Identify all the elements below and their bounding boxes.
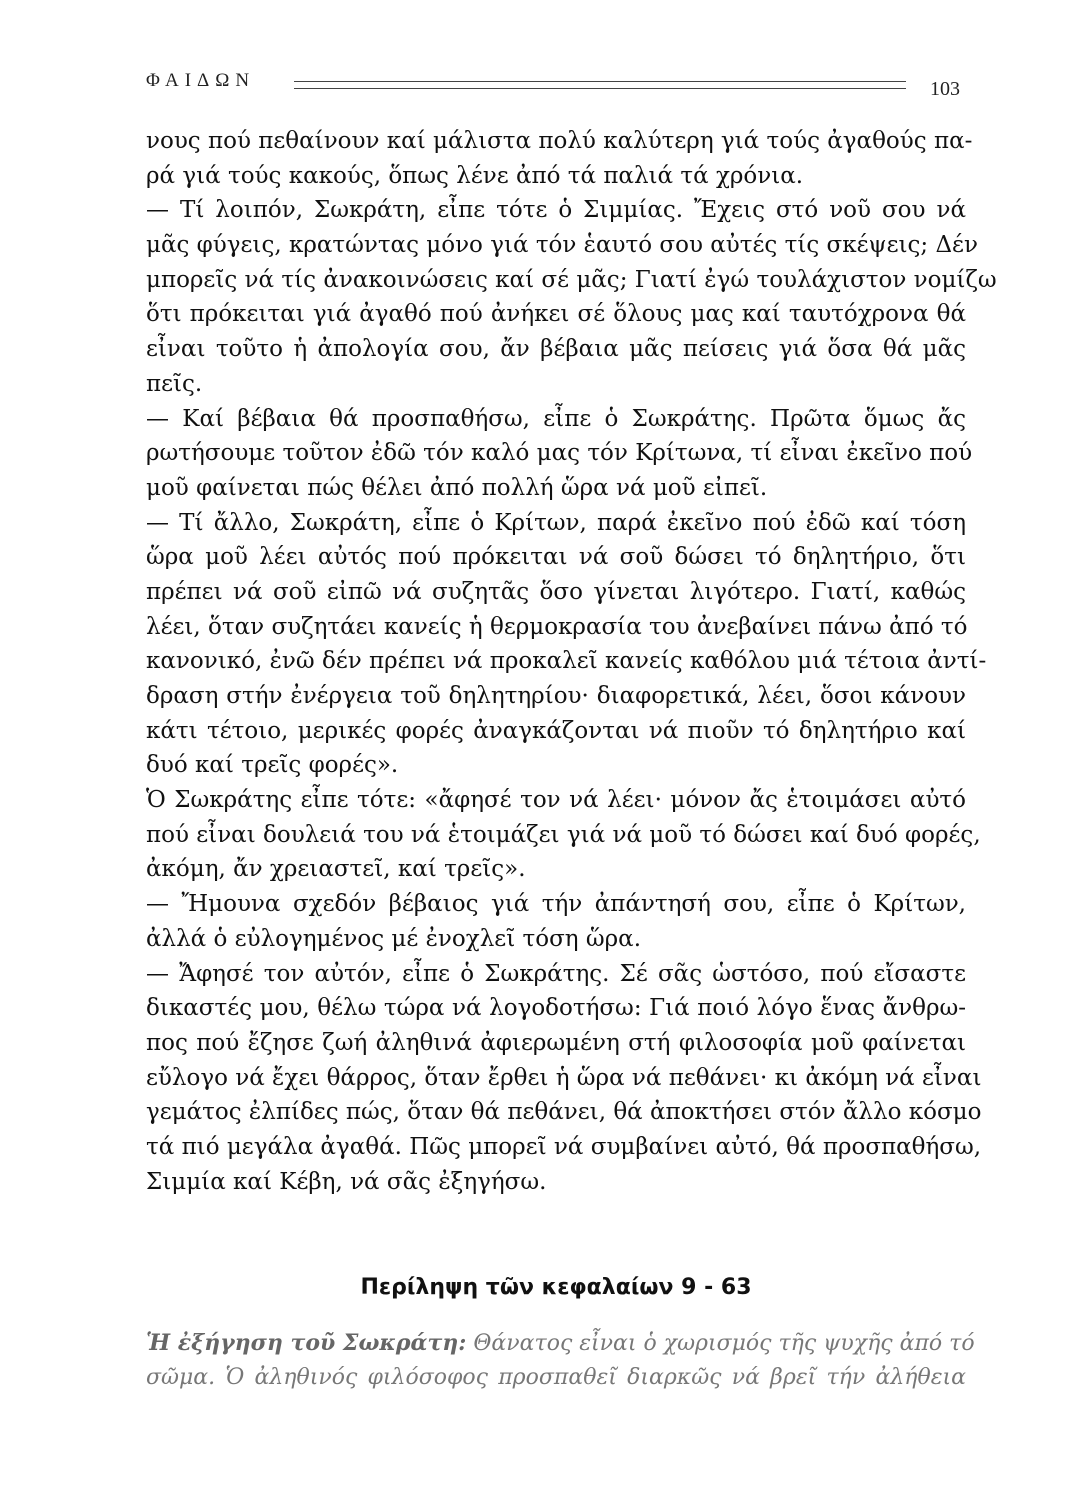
text-line: νους πού πεθαίνουν καί μάλιστα πολύ καλύτερη γιά τούς ἀγαθούς πα- xyxy=(146,128,973,154)
text-line: ρωτήσουμε τοῦτον ἐδῶ τόν καλό μας τόν Κρίτωνα, τί εἶναι ἐκεῖνο πού xyxy=(146,440,973,467)
text-line: — Ἤμουνα σχεδόν βέβαιος γιά τήν ἀπάντησή σου, εἶπε ὁ Κρίτων, xyxy=(146,891,966,918)
text-line: ὅτι πρόκειται γιά ἀγαθό πού ἀνήκει σέ ὅλους μας καί ταυτόχρονα θά xyxy=(146,301,966,328)
page-number: 103 xyxy=(930,78,960,100)
text-line: Ὁ Σωκράτης εἶπε τότε: «ἄφησέ τον νά λέει· μόνον ἄς ἑτοιμάσει αὐτό xyxy=(146,787,966,814)
summary-line: σῶμα. Ὁ ἀληθινός φιλόσοφος προσπαθεῖ διαρκῶς νά βρεῖ τήν ἀλήθεια xyxy=(146,1364,966,1390)
summary-lead: Ἡ ἐξήγηση τοῦ Σωκράτη: xyxy=(146,1330,467,1356)
text-line: ἀλλά ὁ εὐλογημένος μέ ἐνοχλεῖ τόση ὥρα. xyxy=(146,925,642,952)
body-text xyxy=(146,124,997,1199)
running-head-title: ΦΑΙΔΩΝ xyxy=(146,70,256,91)
text-line: δικαστές μου, θέλω τώρα νά λογοδοτήσω: Γιά ποιό λόγο ἕνας ἄνθρω- xyxy=(146,995,966,1022)
text-line: πού εἶναι δουλειά του νά ἑτοιμάζει γιά νά μοῦ τό δώσει καί δυό φορές, xyxy=(146,821,981,848)
text-line: ρά γιά τούς κακούς, ὅπως λένε ἀπό τά παλιά τά χρόνια. xyxy=(146,162,804,189)
text-line: λέει, ὅταν συζητάει κανείς ἡ θερμοκρασία του ἀνεβαίνει πάνω ἀπό τό xyxy=(146,613,968,640)
text-line: εἶναι τοῦτο ἡ ἀπολογία σου, ἄν βέβαια μᾶς πείσεις γιά ὅσα θά μᾶς xyxy=(146,336,966,363)
running-head xyxy=(146,70,966,104)
text-line: Σιμμία καί Κέβη, νά σᾶς ἐξηγήσω. xyxy=(146,1168,547,1195)
text-line: πρέπει νά σοῦ εἰπῶ νά συζητᾶς ὅσο γίνεται λιγότερο. Γιατί, καθώς xyxy=(146,578,966,605)
text-line: μοῦ φαίνεται πώς θέλει ἀπό πολλή ὥρα νά μοῦ εἰπεῖ. xyxy=(146,474,768,501)
text-line: πος πού ἔζησε ζωή ἀληθινά ἀφιερωμένη στή φιλοσοφία μοῦ φαίνεται xyxy=(146,1029,966,1056)
text-line: κανονικό, ἐνῶ δέν πρέπει νά προκαλεῖ κανείς καθόλου μιά τέτοια ἀντί- xyxy=(146,648,987,675)
text-line: γεμάτος ἐλπίδες πώς, ὅταν θά πεθάνει, θά ἀποκτήσει στόν ἄλλο κόσμο xyxy=(146,1099,982,1126)
text-line: — Ἄφησέ τον αὐτόν, εἶπε ὁ Σωκράτης. Σέ σᾶς ὡστόσο, πού εἴσαστε xyxy=(146,960,966,987)
running-head-rule xyxy=(294,81,906,89)
summary-line-rest: Θάνατος εἶναι ὁ χωρισμός τῆς ψυχῆς ἀπό τό xyxy=(466,1331,975,1356)
text-line: τά πιό μεγάλα ἀγαθά. Πῶς μπορεῖ νά συμβαίνει αὐτό, θά προσπαθήσω, xyxy=(146,1133,982,1160)
summary-heading: Περίληψη τῶν κεφαλαίων 9 - 63 xyxy=(360,1275,752,1300)
summary-text xyxy=(146,1326,975,1395)
text-line: κάτι τέτοιο, μερικές φορές ἀναγκάζονται νά πιοῦν τό δηλητήριο καί xyxy=(146,717,966,744)
text-line: εὔλογο νά ἔχει θάρρος, ὅταν ἔρθει ἡ ὥρα νά πεθάνει· κι ἀκόμη νά εἶναι xyxy=(146,1064,982,1091)
text-line: — Καί βέβαια θά προσπαθήσω, εἶπε ὁ Σωκράτης. Πρῶτα ὅμως ἄς xyxy=(146,405,966,432)
text-line: — Τί λοιπόν, Σωκράτη, εἶπε τότε ὁ Σιμμίας. Ἔχεις στό νοῦ σου νά xyxy=(146,197,966,224)
text-line: δυό καί τρεῖς φορές». xyxy=(146,752,399,779)
text-line: — Τί ἄλλο, Σωκράτη, εἶπε ὁ Κρίτων, παρά ἐκεῖνο πού ἐδῶ καί τόση xyxy=(146,509,966,536)
text-line: μᾶς φύγεις, κρατώντας μόνο γιά τόν ἑαυτό σου αὐτές τίς σκέψεις; Δέν xyxy=(146,232,978,259)
text-line: πεῖς. xyxy=(146,370,203,397)
text-line: ὥρα μοῦ λέει αὐτός πού πρόκειται νά σοῦ δώσει τό δηλητήριο, ὅτι xyxy=(146,544,966,571)
summary-line xyxy=(146,1326,975,1361)
text-line: μπορεῖς νά τίς ἀνακοινώσεις καί σέ μᾶς; Γιατί ἐγώ τουλάχιστον νομίζω xyxy=(146,266,997,293)
text-line: δραση στήν ἐνέργεια τοῦ δηλητηρίου· διαφορετικά, λέει, ὅσοι κάνουν xyxy=(146,683,966,709)
text-line: ἀκόμη, ἄν χρειαστεῖ, καί τρεῖς». xyxy=(146,856,526,883)
